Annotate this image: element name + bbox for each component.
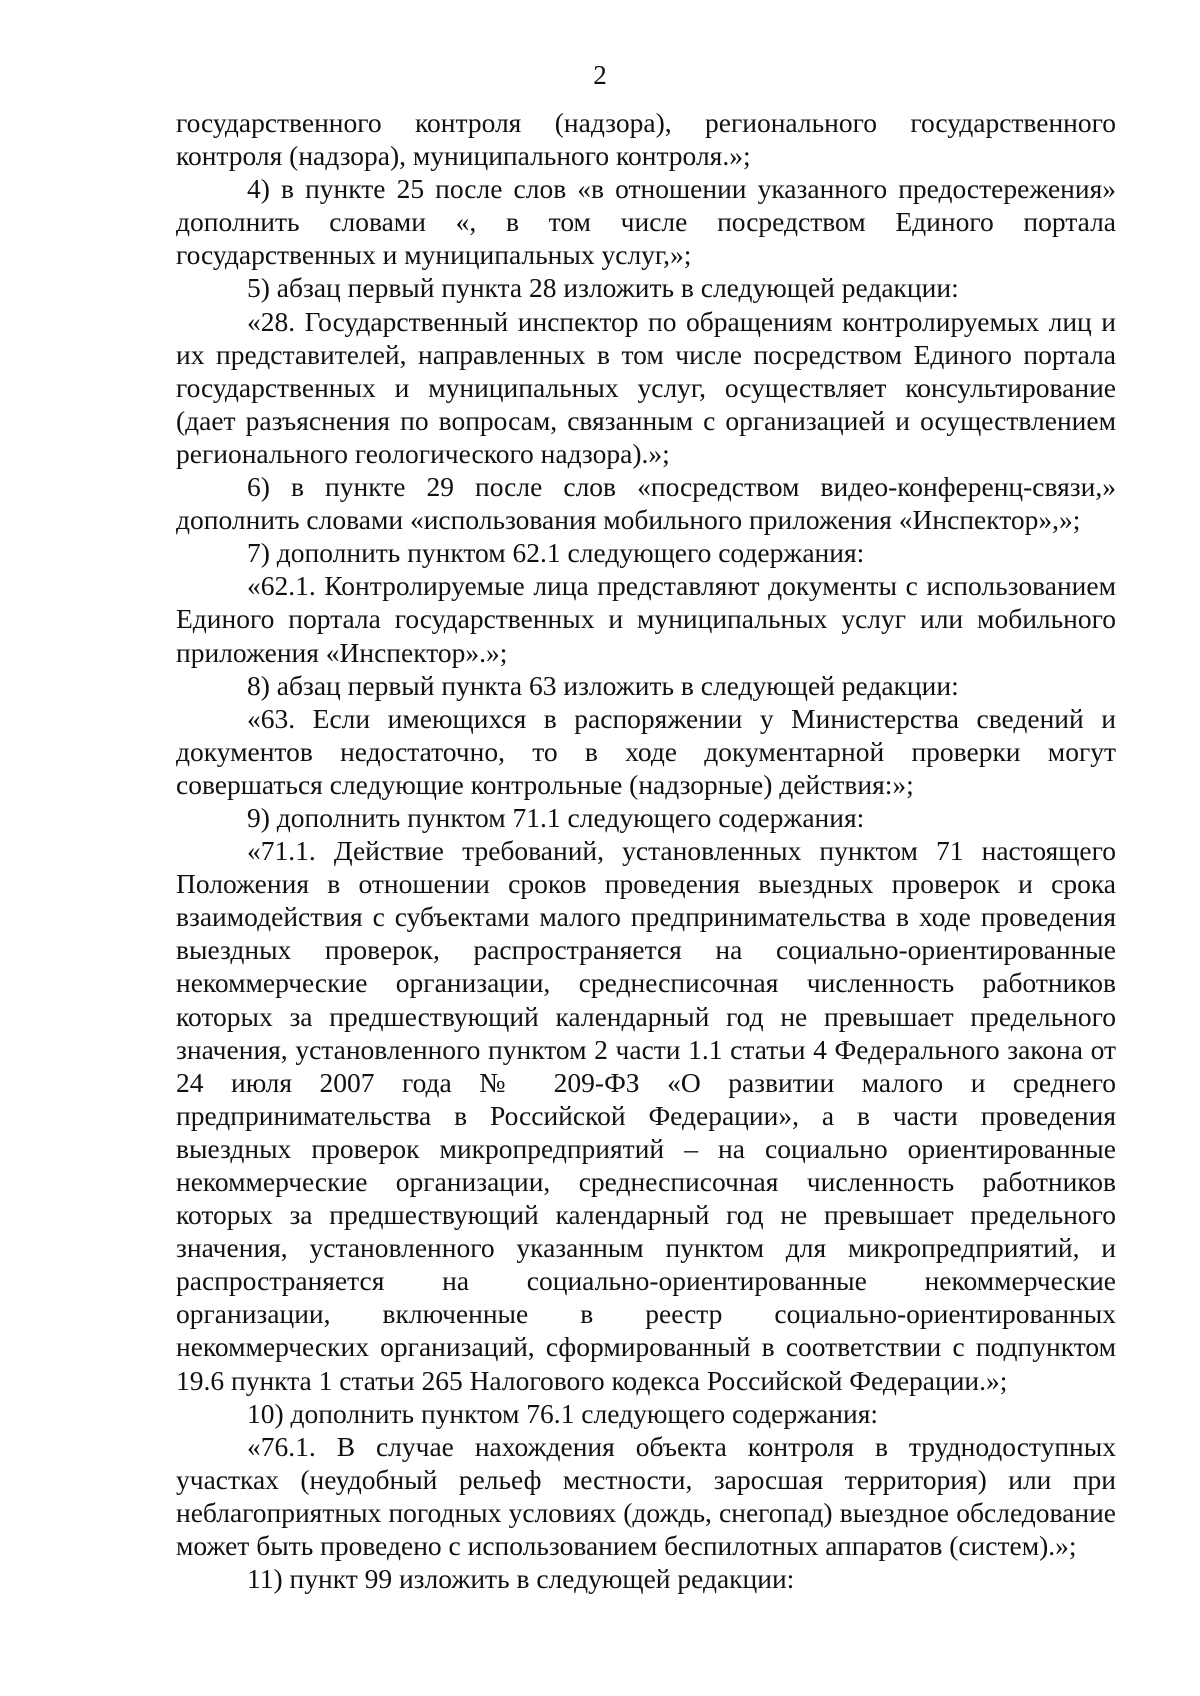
paragraph-item-4: 4) в пункте 25 после слов «в отношении указанного предостережения» дополнить словами «, в том числе посредством Единого портала государственных и муниципальных услуг,»; — [176, 173, 1116, 271]
paragraph-quote-28: «28. Государственный инспектор по обращениям контролируемых лиц и их представителей, направленных в том числе посредством Единого портала государственных и муниципальных услуг, осуществляет консультирование (дает разъяснения по вопросам, связанным с организацией и осуществлением регионального геологического надзора).»; — [176, 305, 1116, 469]
paragraph-quote-62-1: «62.1. Контролируемые лица представляют документы с использованием Единого портала государственных и муниципальных услуг или мобильного приложения «Инспектор».»; — [176, 570, 1116, 668]
paragraph-item-7: 7) дополнить пунктом 62.1 следующего содержания: — [247, 537, 865, 569]
paragraph-item-10: 10) дополнить пунктом 76.1 следующего содержания: — [247, 1397, 879, 1429]
paragraph-item-11: 11) пункт 99 изложить в следующей редакции: — [247, 1563, 795, 1595]
page-number: 2 — [593, 60, 607, 90]
paragraph-continuation: государственного контроля (надзора), регионального государственного контроля (надзора), муниципального контроля.»; — [176, 107, 1116, 172]
paragraph-quote-63: «63. Если имеющихся в распоряжении у Министерства сведений и документов недостаточно, то в ходе документарной проверки могут совершаться следующие контрольные (надзорные) действия:»; — [176, 702, 1116, 800]
paragraph-quote-71-1: «71.1. Действие требований, установленных пунктом 71 настоящего Положения в отношении сроков проведения выездных проверок и срока взаимодействия с субъектами малого предпринимательства в ходе проведения выездных проверок, распространяется на социально-ориентированные некоммерческие организации, среднесписочная численность работников которых за предшествующий календарный год не превышает предельного значения, установленного пунктом 2 части 1.1 статьи 4 Федерального закона от 24 июля 2007 года № 209-ФЗ «О развитии малого и среднего предпринимательства в Российской Федерации», а в части проведения выездных проверок микропредприятий – на социально ориентированные некоммерческие организации, среднесписочная численность работников которых за предшествующий календарный год не превышает предельного значения, установленного указанным пунктом для микропредприятий, и распространяется на социально-ориентированные некоммерческие организации, включенные в реестр социально-ориентированных некоммерческих организаций, сформированный в соответствии с подпунктом 19.6 пункта 1 статьи 265 Налогового кодекса Российской Федерации.»; — [176, 835, 1116, 1396]
paragraph-item-8: 8) абзац первый пункта 63 изложить в следующей редакции: — [247, 669, 959, 701]
paragraph-quote-76-1: «76.1. В случае нахождения объекта контроля в труднодоступных участках (неудобный рельеф местности, заросшая территория) или при неблагоприятных погодных условиях (дождь, снегопад) выездное обследование может быть проведено с использованием беспилотных аппаратов (систем).»; — [176, 1430, 1116, 1562]
paragraph-item-9: 9) дополнить пунктом 71.1 следующего содержания: — [247, 801, 865, 833]
document-body — [176, 106, 1116, 1595]
paragraph-item-5: 5) абзац первый пункта 28 изложить в следующей редакции: — [247, 272, 959, 304]
paragraph-item-6: 6) в пункте 29 после слов «посредством видео-конференц-связи,» дополнить словами «использования мобильного приложения «Инспектор»,»; — [176, 471, 1116, 536]
